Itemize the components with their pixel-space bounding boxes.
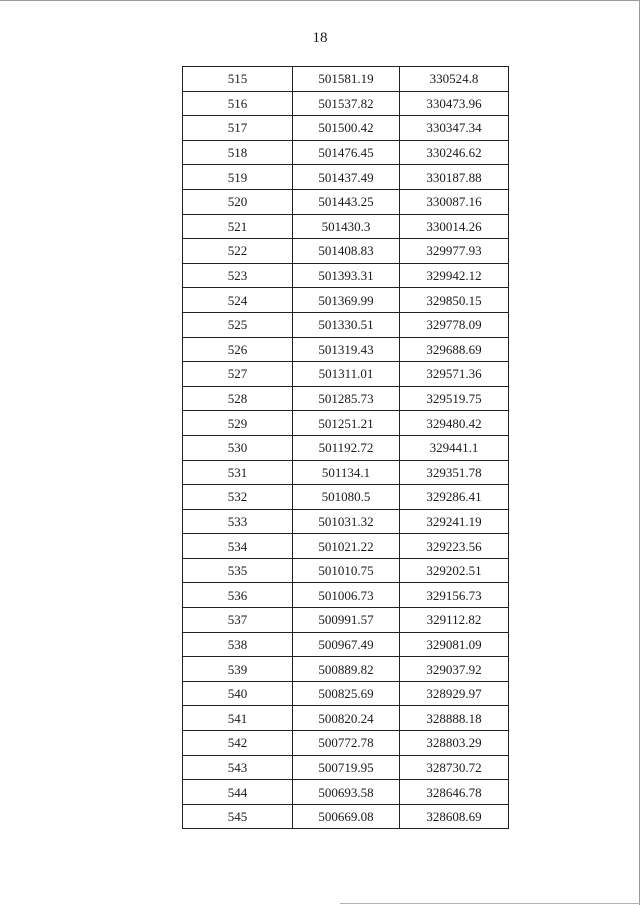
point-number-cell: 531 xyxy=(183,460,293,485)
point-number-cell: 545 xyxy=(183,804,293,829)
coordinates-table xyxy=(182,66,509,829)
point-number-cell: 533 xyxy=(183,509,293,534)
y-coordinate-cell: 329241.19 xyxy=(400,509,509,534)
coordinates-table-body xyxy=(183,67,509,829)
point-number-cell: 540 xyxy=(183,681,293,706)
y-coordinate-cell: 329441.1 xyxy=(400,435,509,460)
point-number-cell: 525 xyxy=(183,312,293,337)
x-coordinate-cell: 500889.82 xyxy=(293,657,400,682)
point-number-cell: 528 xyxy=(183,386,293,411)
table-row xyxy=(183,165,509,190)
x-coordinate-cell: 501408.83 xyxy=(293,239,400,264)
point-number-cell: 518 xyxy=(183,140,293,165)
y-coordinate-cell: 330087.16 xyxy=(400,189,509,214)
table-row xyxy=(183,804,509,829)
y-coordinate-cell: 328888.18 xyxy=(400,706,509,731)
table-row xyxy=(183,67,509,92)
point-number-cell: 520 xyxy=(183,189,293,214)
point-number-cell: 532 xyxy=(183,485,293,510)
point-number-cell: 522 xyxy=(183,239,293,264)
table-row xyxy=(183,632,509,657)
point-number-cell: 538 xyxy=(183,632,293,657)
x-coordinate-cell: 500967.49 xyxy=(293,632,400,657)
x-coordinate-cell: 501500.42 xyxy=(293,116,400,141)
table-row xyxy=(183,214,509,239)
y-coordinate-cell: 328929.97 xyxy=(400,681,509,706)
y-coordinate-cell: 328608.69 xyxy=(400,804,509,829)
y-coordinate-cell: 329977.93 xyxy=(400,239,509,264)
y-coordinate-cell: 329480.42 xyxy=(400,411,509,436)
table-row xyxy=(183,312,509,337)
y-coordinate-cell: 329942.12 xyxy=(400,263,509,288)
x-coordinate-cell: 501021.22 xyxy=(293,534,400,559)
x-coordinate-cell: 501251.21 xyxy=(293,411,400,436)
y-coordinate-cell: 330187.88 xyxy=(400,165,509,190)
x-coordinate-cell: 501443.25 xyxy=(293,189,400,214)
table-row xyxy=(183,608,509,633)
y-coordinate-cell: 329037.92 xyxy=(400,657,509,682)
y-coordinate-cell: 329850.15 xyxy=(400,288,509,313)
y-coordinate-cell: 330347.34 xyxy=(400,116,509,141)
x-coordinate-cell: 501369.99 xyxy=(293,288,400,313)
y-coordinate-cell: 328803.29 xyxy=(400,731,509,756)
table-row xyxy=(183,731,509,756)
table-row xyxy=(183,263,509,288)
point-number-cell: 544 xyxy=(183,780,293,805)
y-coordinate-cell: 329202.51 xyxy=(400,558,509,583)
y-coordinate-cell: 329351.78 xyxy=(400,460,509,485)
y-coordinate-cell: 330524.8 xyxy=(400,67,509,92)
table-row xyxy=(183,91,509,116)
point-number-cell: 539 xyxy=(183,657,293,682)
x-coordinate-cell: 501330.51 xyxy=(293,312,400,337)
y-coordinate-cell: 329519.75 xyxy=(400,386,509,411)
x-coordinate-cell: 501319.43 xyxy=(293,337,400,362)
y-coordinate-cell: 329778.09 xyxy=(400,312,509,337)
x-coordinate-cell: 500820.24 xyxy=(293,706,400,731)
x-coordinate-cell: 501134.1 xyxy=(293,460,400,485)
point-number-cell: 541 xyxy=(183,706,293,731)
point-number-cell: 530 xyxy=(183,435,293,460)
point-number-cell: 524 xyxy=(183,288,293,313)
table-row xyxy=(183,485,509,510)
table-row xyxy=(183,189,509,214)
scan-edge-bottom xyxy=(340,903,640,904)
point-number-cell: 534 xyxy=(183,534,293,559)
x-coordinate-cell: 501393.31 xyxy=(293,263,400,288)
y-coordinate-cell: 329223.56 xyxy=(400,534,509,559)
y-coordinate-cell: 330473.96 xyxy=(400,91,509,116)
x-coordinate-cell: 501285.73 xyxy=(293,386,400,411)
table-row xyxy=(183,239,509,264)
point-number-cell: 519 xyxy=(183,165,293,190)
x-coordinate-cell: 500772.78 xyxy=(293,731,400,756)
y-coordinate-cell: 329112.82 xyxy=(400,608,509,633)
x-coordinate-cell: 501192.72 xyxy=(293,435,400,460)
x-coordinate-cell: 501010.75 xyxy=(293,558,400,583)
point-number-cell: 515 xyxy=(183,67,293,92)
x-coordinate-cell: 501430.3 xyxy=(293,214,400,239)
table-row xyxy=(183,337,509,362)
y-coordinate-cell: 328646.78 xyxy=(400,780,509,805)
x-coordinate-cell: 501581.19 xyxy=(293,67,400,92)
x-coordinate-cell: 500669.08 xyxy=(293,804,400,829)
x-coordinate-cell: 501080.5 xyxy=(293,485,400,510)
point-number-cell: 527 xyxy=(183,362,293,387)
table-row xyxy=(183,288,509,313)
x-coordinate-cell: 501437.49 xyxy=(293,165,400,190)
table-row xyxy=(183,583,509,608)
table-row xyxy=(183,116,509,141)
table-row xyxy=(183,706,509,731)
point-number-cell: 529 xyxy=(183,411,293,436)
x-coordinate-cell: 500991.57 xyxy=(293,608,400,633)
y-coordinate-cell: 329286.41 xyxy=(400,485,509,510)
table-row xyxy=(183,509,509,534)
table-row xyxy=(183,755,509,780)
x-coordinate-cell: 500825.69 xyxy=(293,681,400,706)
x-coordinate-cell: 501311.01 xyxy=(293,362,400,387)
table-row xyxy=(183,460,509,485)
table-row xyxy=(183,780,509,805)
table-row xyxy=(183,657,509,682)
x-coordinate-cell: 501537.82 xyxy=(293,91,400,116)
point-number-cell: 523 xyxy=(183,263,293,288)
point-number-cell: 526 xyxy=(183,337,293,362)
table-row xyxy=(183,362,509,387)
page-number: 18 xyxy=(312,30,328,46)
x-coordinate-cell: 500693.58 xyxy=(293,780,400,805)
y-coordinate-cell: 330246.62 xyxy=(400,140,509,165)
table-row xyxy=(183,558,509,583)
x-coordinate-cell: 501006.73 xyxy=(293,583,400,608)
y-coordinate-cell: 328730.72 xyxy=(400,755,509,780)
x-coordinate-cell: 501476.45 xyxy=(293,140,400,165)
point-number-cell: 542 xyxy=(183,731,293,756)
point-number-cell: 517 xyxy=(183,116,293,141)
point-number-cell: 536 xyxy=(183,583,293,608)
y-coordinate-cell: 329156.73 xyxy=(400,583,509,608)
y-coordinate-cell: 329688.69 xyxy=(400,337,509,362)
table-row xyxy=(183,386,509,411)
point-number-cell: 521 xyxy=(183,214,293,239)
table-row xyxy=(183,681,509,706)
table-row xyxy=(183,411,509,436)
table-row xyxy=(183,534,509,559)
point-number-cell: 537 xyxy=(183,608,293,633)
scan-edge-top xyxy=(0,0,640,1)
point-number-cell: 516 xyxy=(183,91,293,116)
x-coordinate-cell: 500719.95 xyxy=(293,755,400,780)
y-coordinate-cell: 329081.09 xyxy=(400,632,509,657)
point-number-cell: 535 xyxy=(183,558,293,583)
y-coordinate-cell: 330014.26 xyxy=(400,214,509,239)
point-number-cell: 543 xyxy=(183,755,293,780)
table-row xyxy=(183,435,509,460)
table-row xyxy=(183,140,509,165)
x-coordinate-cell: 501031.32 xyxy=(293,509,400,534)
y-coordinate-cell: 329571.36 xyxy=(400,362,509,387)
